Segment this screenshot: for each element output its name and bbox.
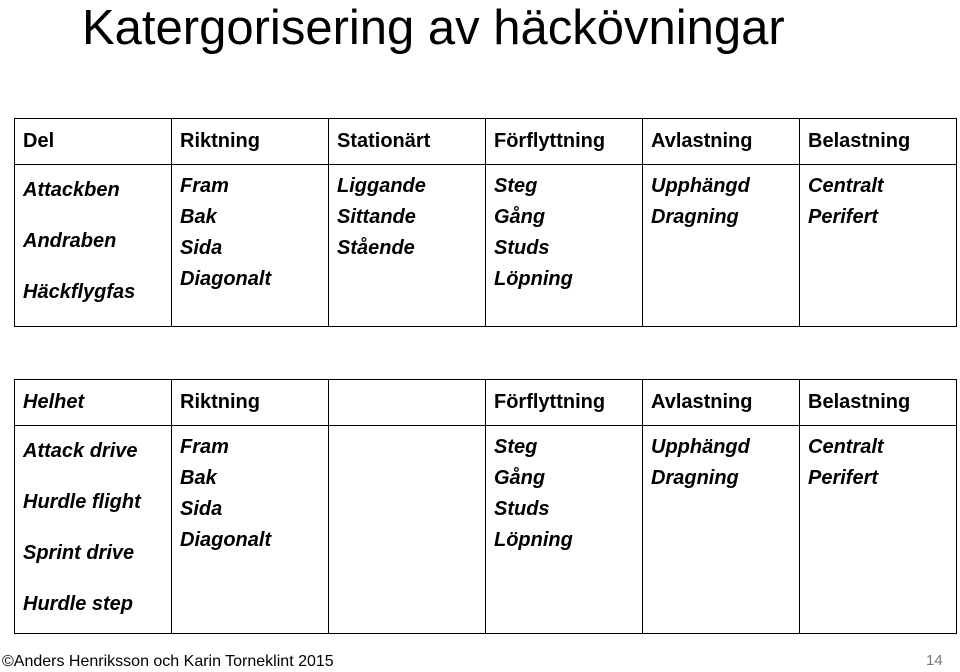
list-item: Fram	[180, 436, 229, 458]
list-item: Upphängd	[651, 175, 750, 197]
page-title: Katergorisering av häckövningar	[82, 1, 785, 55]
table-cell-forflyttning	[486, 426, 643, 634]
list-item: Studs	[494, 237, 550, 259]
list-item: Sprint drive	[23, 542, 135, 564]
table-cell-forflyttning	[486, 165, 643, 327]
header-cell: Stationärt	[329, 119, 486, 165]
table-cell-stationart	[329, 165, 486, 327]
list-item: Centralt	[808, 175, 884, 197]
list-item: Löpning	[494, 529, 573, 551]
list-item: Perifert	[808, 467, 879, 489]
list-item: Hurdle step	[23, 593, 134, 615]
table-cell-del	[15, 165, 172, 327]
list-item: Dragning	[651, 467, 739, 489]
table-row	[15, 426, 957, 634]
header-cell: Förflyttning	[486, 119, 643, 165]
table-cell-riktning	[172, 426, 329, 634]
list-item: Sittande	[337, 206, 416, 228]
list-item: Studs	[494, 498, 550, 520]
list-item: Diagonalt	[180, 529, 272, 551]
list-item: Häckflygfas	[23, 281, 136, 303]
list-item: Diagonalt	[180, 268, 272, 290]
list-item: Sida	[180, 498, 223, 520]
table-row	[15, 165, 957, 327]
page-number: 14	[926, 652, 943, 669]
list-item: Gång	[494, 467, 546, 489]
list-item: Hurdle flight	[23, 491, 141, 513]
list-item: Andraben	[23, 230, 117, 252]
list-item: Gång	[494, 206, 546, 228]
list-item: Liggande	[337, 175, 426, 197]
categorization-table-parts	[14, 118, 957, 327]
table-cell-helhet	[15, 426, 172, 634]
copyright-footer: ©Anders Henriksson och Karin Torneklint 2015	[2, 653, 334, 670]
table-header-row	[15, 119, 957, 165]
table-cell-avlastning	[643, 426, 800, 634]
list-item: Upphängd	[651, 436, 750, 458]
header-cell: Riktning	[172, 119, 329, 165]
header-cell: Riktning	[172, 380, 329, 426]
table-cell-riktning	[172, 165, 329, 327]
header-cell: Belastning	[800, 119, 957, 165]
list-item: Löpning	[494, 268, 573, 290]
categorization-table-whole	[14, 379, 957, 634]
list-item: Attackben	[23, 179, 120, 201]
list-item: Sida	[180, 237, 223, 259]
header-cell: Belastning	[800, 380, 957, 426]
header-cell: Avlastning	[643, 380, 800, 426]
list-item: Steg	[494, 175, 538, 197]
header-cell: Förflyttning	[486, 380, 643, 426]
list-item: Bak	[180, 206, 217, 228]
table-cell-belastning	[800, 165, 957, 327]
header-cell	[329, 380, 486, 426]
header-cell: Avlastning	[643, 119, 800, 165]
list-item: Attack drive	[23, 440, 138, 462]
header-cell: Del	[15, 119, 172, 165]
list-item: Dragning	[651, 206, 739, 228]
table-cell-belastning	[800, 426, 957, 634]
table-header-row	[15, 380, 957, 426]
header-cell: Helhet	[15, 380, 172, 426]
list-item: Steg	[494, 436, 538, 458]
list-item: Centralt	[808, 436, 884, 458]
list-item: Stående	[337, 237, 415, 259]
table-cell-empty	[329, 426, 486, 634]
table-cell-avlastning	[643, 165, 800, 327]
list-item: Fram	[180, 175, 229, 197]
list-item: Perifert	[808, 206, 879, 228]
list-item: Bak	[180, 467, 217, 489]
